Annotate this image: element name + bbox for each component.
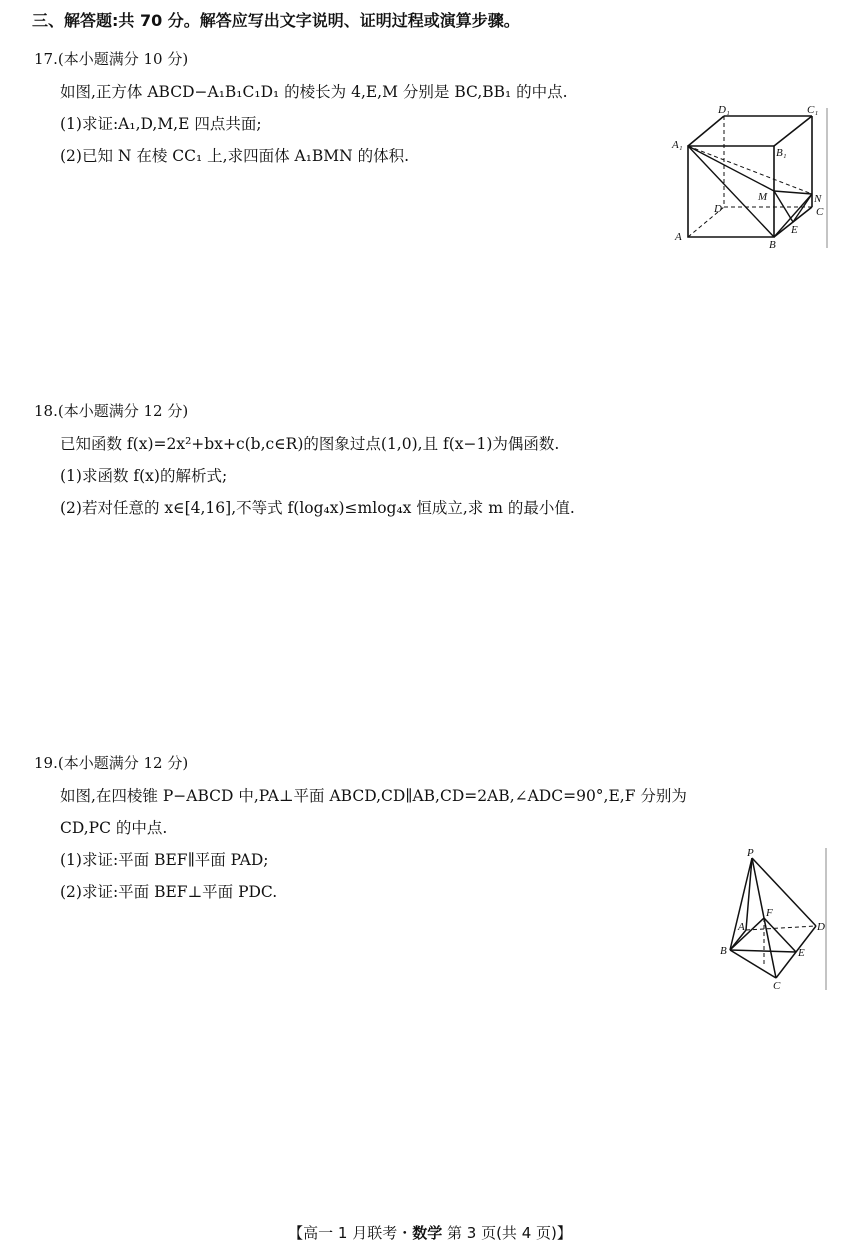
cube-label: N <box>814 193 822 205</box>
footer-page-info: 第 3 页(共 4 页)】 <box>442 1224 572 1242</box>
q17-part1: (1)求证:A₁,D,M,E 四点共面; <box>60 115 262 133</box>
q17-stem: 如图,正方体 ABCD−A₁B₁C₁D₁ 的棱长为 4,E,M 分别是 BC,BB₁ 的中点. <box>60 83 568 101</box>
q19-stem: 如图,在四棱锥 P−ABCD 中,PA⊥平面 ABCD,CD∥AB,CD=2AB,∠ADC=90°,E,F 分别为 <box>60 787 687 805</box>
cube-label: D₁ <box>718 104 730 116</box>
pyramid-label: F <box>766 907 773 919</box>
q18-heading: 18.(本小题满分 12 分) <box>34 402 189 420</box>
pyramid-label: A <box>738 921 745 933</box>
cube-label: A <box>675 231 682 243</box>
q19-heading: 19.(本小题满分 12 分) <box>34 754 189 772</box>
cube-label: C <box>816 206 824 218</box>
cube-label: E <box>791 224 798 236</box>
pyramid-label: P <box>747 847 754 859</box>
cube-label: C₁ <box>807 104 819 116</box>
q18-stem: 已知函数 f(x)=2x²+bx+c(b,c∈R)的图象过点(1,0),且 f(x−1)为偶函数. <box>60 435 560 453</box>
cube-label: A₁ <box>672 139 683 151</box>
q19-stem-cont: CD,PC 的中点. <box>60 819 168 837</box>
pyramid-label: D <box>817 921 825 933</box>
cube-label: D <box>714 203 722 215</box>
q18-part2: (2)若对任意的 x∈[4,16],不等式 f(log₄x)≤mlog₄x 恒成立,求 m 的最小值. <box>60 499 575 517</box>
footer-left: 【高一 1 月联考・ <box>288 1224 413 1242</box>
page-footer <box>0 1222 860 1243</box>
q18-part1: (1)求函数 f(x)的解析式; <box>60 467 228 485</box>
cube-label: B <box>769 239 776 251</box>
section-title: 三、解答题:共 70 分。解答应写出文字说明、证明过程或演算步骤。 <box>32 11 520 30</box>
cube-figure <box>670 104 830 252</box>
q19-part2: (2)求证:平面 BEF⊥平面 PDC. <box>60 883 278 901</box>
pyramid-label: C <box>773 980 781 992</box>
q17-heading: 17.(本小题满分 10 分) <box>34 50 189 68</box>
cube-label: B₁ <box>776 147 787 159</box>
footer-subject: 数学 <box>412 1224 443 1242</box>
pyramid-figure <box>716 846 830 992</box>
pyramid-label: B <box>720 945 727 957</box>
pyramid-label: E <box>798 947 805 959</box>
cube-label: M <box>758 191 768 203</box>
q17-part2: (2)已知 N 在棱 CC₁ 上,求四面体 A₁BMN 的体积. <box>60 147 410 165</box>
q19-part1: (1)求证:平面 BEF∥平面 PAD; <box>60 851 269 869</box>
